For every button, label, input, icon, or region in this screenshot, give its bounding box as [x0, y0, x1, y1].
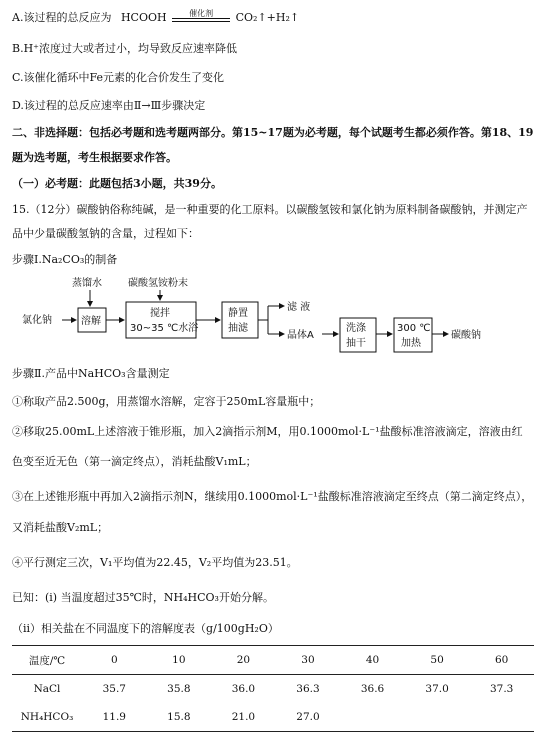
- table-header-cell: 20: [211, 646, 276, 675]
- table-header-cell: 30: [276, 646, 341, 675]
- table-row: [12, 675, 534, 704]
- flow-crystal-label: 晶体A: [287, 330, 314, 341]
- section-title-line1: 二、非选择题：包括必考题和选考题两部分。第15~17题为必考题，每个试题考生都必须作答。第18、19: [12, 126, 534, 139]
- procedure-2-line2: 色变至近无色（第一滴定终点），消耗盐酸V₁mL；: [12, 455, 257, 468]
- table-header-label: 温度/℃: [12, 646, 82, 675]
- flow-settle-label: 静置: [228, 308, 248, 319]
- step2-title: 步骤Ⅱ.产品中NaHCO₃含量测定: [12, 367, 170, 380]
- flow-bath-label: 30~35 ℃水浴: [130, 323, 199, 334]
- table-cell: 37.3: [489, 683, 514, 695]
- flow-powder-label: 碳酸氢铵粉末: [128, 278, 188, 289]
- section-title-line2: 题为选考题，考生根据要求作答。: [12, 151, 177, 164]
- option-a-prefix: A.该过程的总反应为: [12, 11, 112, 24]
- table-header-cell: 10: [147, 646, 212, 675]
- flow-dissolve-label: 溶解: [81, 316, 101, 327]
- process-flow-diagram: [0, 268, 550, 358]
- table-cell: 36.3: [296, 683, 320, 695]
- table-header-cell: 40: [340, 646, 405, 675]
- step1-title: 步骤Ⅰ.Na₂CO₃的制备: [12, 253, 118, 266]
- procedure-3-line1: ③在上述锥形瓶中再加入2滴指示剂N，继续用0.1000mol·L⁻¹盐酸标准溶液滴定至终点（第二滴定终点），: [12, 490, 533, 503]
- table-row: [12, 703, 534, 732]
- table-cell: 35.7: [102, 683, 126, 695]
- flow-water-label: 蒸馏水: [72, 278, 102, 289]
- procedure-2-line1: ②移取25.00mL上述溶液于锥形瓶，加入2滴指示剂M，用0.1000mol·L⁻¹盐酸标准溶液滴定，溶液由红: [12, 425, 523, 438]
- flow-filtrate-label: 滤 液: [287, 302, 311, 313]
- known-info-2: （ii）相关盐在不同温度下的溶解度表（g/100gH₂O）: [12, 622, 279, 635]
- flow-dry-label: 抽干: [346, 338, 366, 349]
- procedure-4: ④平行测定三次，V₁平均值为22.45，V₂平均值为23.51。: [12, 556, 298, 569]
- table-header-cell: 60: [469, 646, 534, 675]
- table-cell: [469, 703, 534, 732]
- procedure-3-line2: 又消耗盐酸V₂mL；: [12, 521, 109, 534]
- table-header-cell: 0: [82, 646, 147, 675]
- q15-line2: 品中少量碳酸氢钠的含量，过程如下：: [12, 227, 199, 240]
- table-cell: 11.9: [82, 703, 147, 732]
- table-cell: 37.0: [425, 683, 449, 695]
- table-header-cell: 50: [405, 646, 470, 675]
- flow-stir-label: 搅拌: [150, 308, 170, 319]
- flow-wash-label: 洗涤: [346, 323, 366, 334]
- catalyst-label: 催化剂: [189, 9, 214, 18]
- flow-nacl-label: 氯化钠: [22, 315, 52, 326]
- flow-filter-label: 抽滤: [228, 323, 248, 334]
- q15-line1: 15.（12分）碳酸钠俗称纯碱，是一种重要的化工原料。以碳酸氢铵和氯化钠为原料制备碳酸钠，并测定产: [12, 203, 528, 216]
- option-b: B.H⁺浓度过大或者过小，均导致反应速率降低: [12, 42, 237, 55]
- option-a-products: CO₂↑+H₂↑: [235, 11, 300, 24]
- table-row-label: NH₄HCO₃: [12, 703, 82, 732]
- table-cell: [340, 703, 405, 732]
- table-cell: [405, 703, 470, 732]
- table-cell: 35.8: [167, 683, 191, 695]
- part-title: （一）必考题：此题包括3小题，共39分。: [12, 177, 222, 190]
- option-c: C.该催化循环中Fe元素的化合价发生了变化: [12, 71, 225, 84]
- table-header-row: [12, 646, 534, 675]
- table-cell: 27.0: [276, 703, 341, 732]
- option-d: D.该过程的总反应速率由Ⅱ→Ⅲ步骤决定: [12, 99, 206, 112]
- option-a-reactant: HCOOH: [120, 11, 167, 24]
- table-cell: 15.8: [147, 703, 212, 732]
- option-a: [12, 10, 542, 26]
- flow-heat-label: 加热: [401, 338, 421, 349]
- table-cell: 21.0: [211, 703, 276, 732]
- solubility-table: [12, 645, 534, 732]
- catalyst-arrow: [170, 10, 232, 26]
- known-info-1: 已知：(i) 当温度超过35℃时，NH₄HCO₃开始分解。: [12, 591, 274, 604]
- table-row-label: NaCl: [33, 683, 61, 695]
- procedure-1: ①称取产品2.500g，用蒸馏水溶解，定容于250mL容量瓶中；: [12, 395, 321, 408]
- table-cell: 36.6: [360, 683, 385, 695]
- flow-temp-label: 300 ℃: [397, 323, 431, 334]
- flow-product-label: 碳酸钠: [451, 330, 481, 341]
- table-cell: 36.0: [231, 683, 256, 695]
